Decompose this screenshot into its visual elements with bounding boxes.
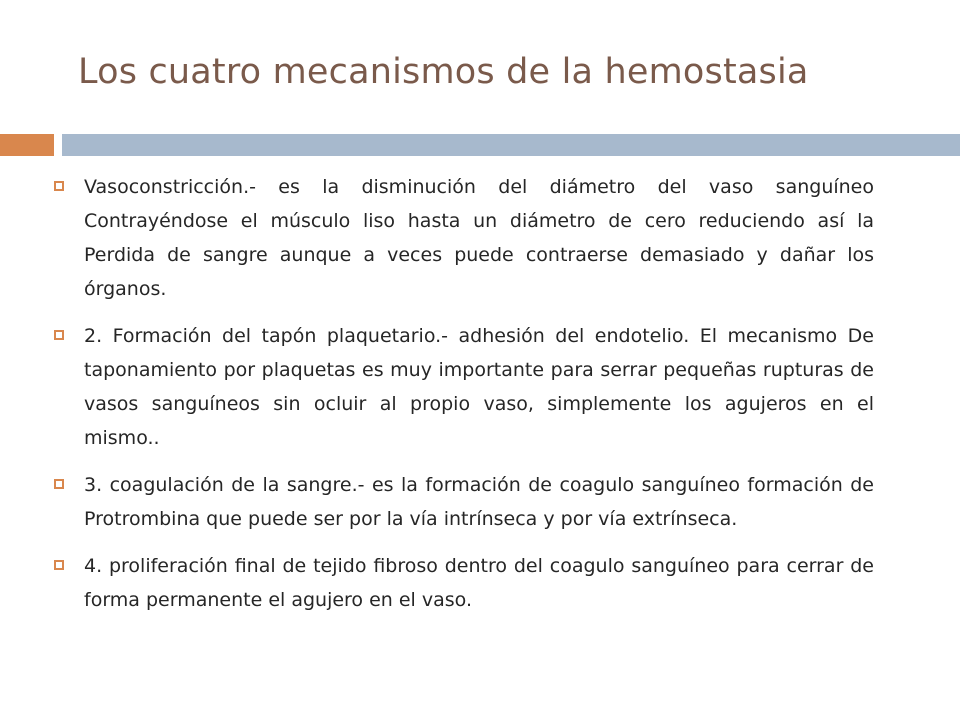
square-bullet-icon — [54, 479, 64, 489]
list-item-vasoconstriccion — [50, 170, 874, 306]
title-band — [62, 134, 960, 156]
list-item-tapon-plaquetario — [50, 319, 874, 455]
square-bullet-icon — [54, 560, 64, 570]
square-bullet-icon — [54, 181, 64, 191]
bullet-list — [50, 170, 874, 630]
title-band-accent — [0, 134, 54, 156]
bullet-text: 3. coagulación de la sangre.- es la formación de coagulo sanguíneo formación de Protrombina que puede ser por la vía intrínseca y por vía extrínseca. — [84, 474, 874, 530]
bullet-text: 2. Formación del tapón plaquetario.- adhesión del endotelio. El mecanismo De taponamiento por plaquetas es muy importante para serrar pequeñas rupturas de vasos sanguíneos sin ocluir al propio vaso, simplemente los agujeros en el mismo.. — [84, 325, 874, 449]
list-item-proliferacion — [50, 549, 874, 617]
slide-title: Los cuatro mecanismos de la hemostasia — [78, 52, 809, 92]
bullet-text: 4. proliferación final de tejido fibroso dentro del coagulo sanguíneo para cerrar de forma permanente el agujero en el vaso. — [84, 555, 874, 611]
bullet-text: Vasoconstricción.- es la disminución del diámetro del vaso sanguíneo Contrayéndose el músculo liso hasta un diámetro de cero reduciendo así la Perdida de sangre aunque a veces puede contraerse demasiado y dañar los órganos. — [84, 176, 874, 300]
list-item-coagulacion — [50, 468, 874, 536]
square-bullet-icon — [54, 330, 64, 340]
